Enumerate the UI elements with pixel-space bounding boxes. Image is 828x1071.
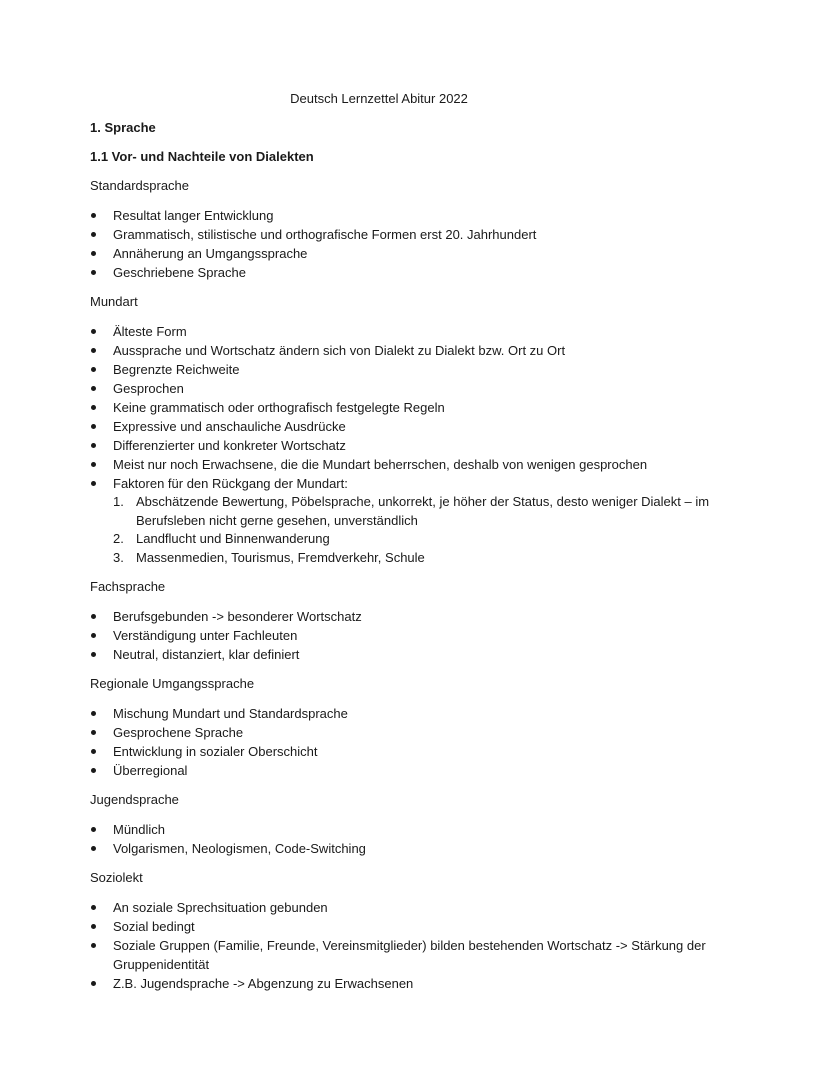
list-item: An soziale Sprechsituation gebunden <box>90 898 750 917</box>
item-text: Landflucht und Binnenwanderung <box>136 531 330 546</box>
list-item: Mündlich <box>90 820 750 839</box>
item-text: Abschätzende Bewertung, Pöbelsprache, unkorrekt, je höher der Status, desto weniger Dialekt – im Berufsleben nicht gerne gesehen, unverständlich <box>136 494 710 528</box>
list-item: Sozial bedingt <box>90 917 750 936</box>
standard-list <box>90 206 750 282</box>
list-item: Resultat langer Entwicklung <box>90 206 750 225</box>
list-item: Verständigung unter Fachleuten <box>90 626 750 645</box>
document-title: Deutsch Lernzettel Abitur 2022 <box>290 91 468 106</box>
list-item: Mischung Mundart und Standardsprache <box>90 704 750 723</box>
list-item: Meist nur noch Erwachsene, die die Mundart beherrschen, deshalb von wenigen gesprochen <box>90 455 750 474</box>
regional-list <box>90 704 750 780</box>
list-item: Keine grammatisch oder orthografisch festgelegte Regeln <box>90 398 750 417</box>
regional-heading: Regionale Umgangssprache <box>90 676 255 691</box>
list-item: Gesprochen <box>90 379 750 398</box>
jugend-heading: Jugendsprache <box>90 792 179 807</box>
standard-heading: Standardsprache <box>90 178 190 193</box>
numbered-item <box>113 530 750 549</box>
list-item-factors <box>90 474 750 567</box>
item-number: 3. <box>113 549 124 565</box>
fach-list <box>90 607 750 664</box>
list-item: Gesprochene Sprache <box>90 723 750 742</box>
factors-label: Faktoren für den Rückgang der Mundart: <box>113 476 348 491</box>
list-item: Begrenzte Reichweite <box>90 360 750 379</box>
list-item: Aussprache und Wortschatz ändern sich von Dialekt zu Dialekt bzw. Ort zu Ort <box>90 341 750 360</box>
list-item: Entwicklung in sozialer Oberschicht <box>90 742 750 761</box>
chapter-heading: 1. Sprache <box>90 120 156 135</box>
numbered-item <box>113 549 750 568</box>
list-item: Geschriebene Sprache <box>90 263 750 282</box>
sozio-list <box>90 898 750 993</box>
mundart-heading: Mundart <box>90 294 138 309</box>
list-item: Z.B. Jugendsprache -> Abgenzung zu Erwachsenen <box>90 974 750 993</box>
list-item: Differenzierter und konkreter Wortschatz <box>90 436 750 455</box>
jugend-list <box>90 820 750 858</box>
list-item: Volgarismen, Neologismen, Code-Switching <box>90 839 750 858</box>
list-item: Überregional <box>90 761 750 780</box>
list-item: Annäherung an Umgangssprache <box>90 244 750 263</box>
list-item: Berufsgebunden -> besonderer Wortschatz <box>90 607 750 626</box>
item-number: 1. <box>113 494 124 509</box>
fach-heading: Fachsprache <box>90 579 166 594</box>
numbered-item <box>113 493 750 530</box>
item-number: 2. <box>113 531 124 546</box>
factors-list <box>113 493 750 567</box>
section-heading: 1.1 Vor- und Nachteile von Dialekten <box>90 149 314 164</box>
document-body <box>90 119 750 1004</box>
list-item: Soziale Gruppen (Familie, Freunde, Vereinsmitglieder) bilden bestehenden Wortschatz -> Stärkung der Gruppenidentität <box>90 936 750 974</box>
mundart-list <box>90 322 750 567</box>
sozio-heading: Soziolekt <box>90 870 143 885</box>
list-item: Neutral, distanziert, klar definiert <box>90 645 750 664</box>
list-item: Älteste Form <box>90 322 750 341</box>
item-text: Massenmedien, Tourismus, Fremdverkehr, Schule <box>136 549 425 565</box>
list-item: Expressive und anschauliche Ausdrücke <box>90 417 750 436</box>
list-item: Grammatisch, stilistische und orthografische Formen erst 20. Jahrhundert <box>90 225 750 244</box>
